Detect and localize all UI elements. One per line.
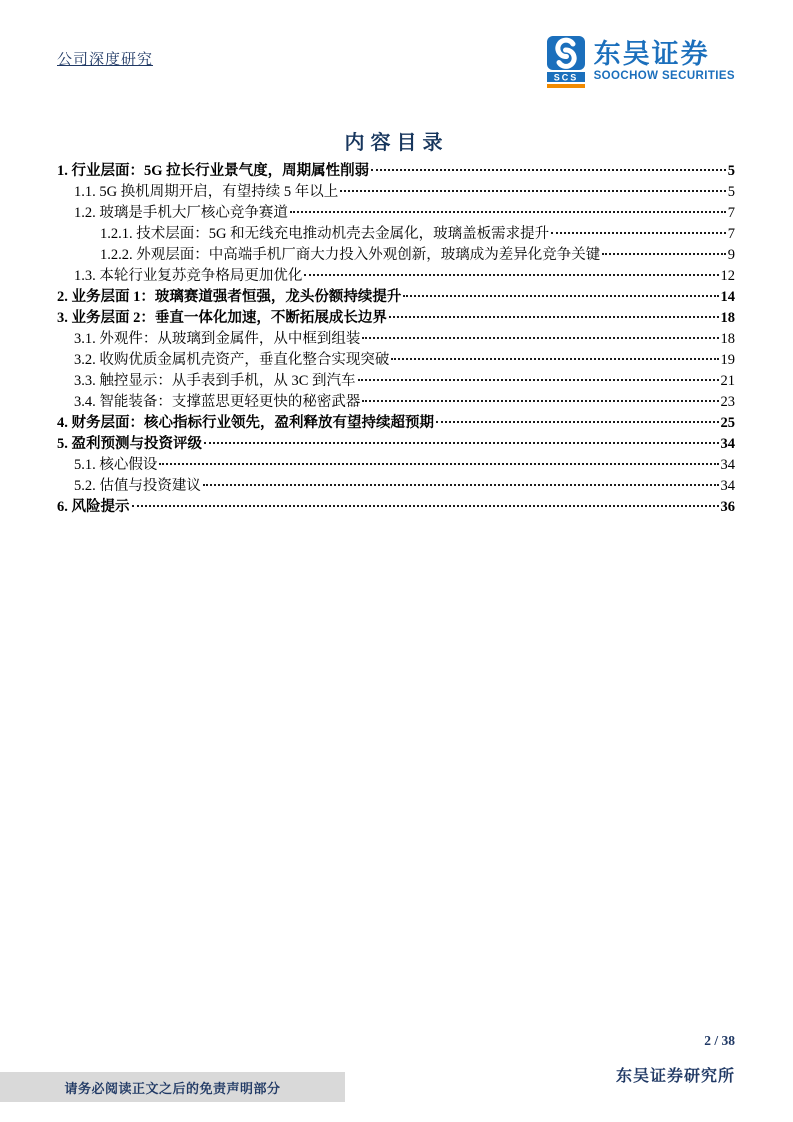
toc-entry-label: 1.3. 本轮行业复苏竞争格局更加优化 [74, 268, 303, 284]
soochow-logo-icon [547, 36, 585, 88]
toc-entry-page: 5 [727, 184, 735, 200]
dot-leader [362, 337, 718, 339]
toc-entry-page: 34 [720, 478, 735, 494]
toc-entry[interactable] [57, 476, 735, 497]
toc-title: 内容目录 [344, 132, 449, 154]
disclaimer-bar [0, 1072, 345, 1102]
toc-entry-label: 1.1. 5G 换机周期开启，有望持续 5 年以上 [74, 184, 339, 200]
toc-entry[interactable] [57, 203, 735, 224]
toc-entry-page: 34 [720, 436, 735, 452]
dot-leader [551, 232, 726, 234]
toc-entry[interactable] [57, 182, 735, 203]
toc-entry-label: 3. 业务层面 2：垂直一体化加速，不断拓展成长边界 [57, 310, 387, 326]
toc-entry-page: 5 [727, 163, 735, 179]
dot-leader [362, 400, 718, 402]
toc-entry-page: 34 [720, 457, 735, 473]
toc-entry[interactable] [57, 287, 735, 308]
toc-entry[interactable] [57, 350, 735, 371]
toc-entry-label: 5.2. 估值与投资建议 [74, 478, 201, 494]
dot-leader [436, 421, 719, 423]
toc-entry[interactable] [57, 161, 735, 182]
toc-entry-label: 2. 业务层面 1：玻璃赛道强者恒强，龙头份额持续提升 [57, 289, 402, 305]
toc-entry[interactable] [57, 329, 735, 350]
toc-entry-page: 25 [720, 415, 735, 431]
brand-logo [547, 36, 735, 88]
toc-entry-page: 36 [720, 499, 735, 515]
toc-entry-page: 21 [720, 373, 735, 389]
toc-entry[interactable] [57, 455, 735, 476]
research-institute-label: 东吴证券研究所 [615, 1068, 735, 1085]
brand-text [594, 36, 735, 83]
toc-entry-label: 1.2.2. 外观层面：中高端手机厂商大力投入外观创新，玻璃成为差异化竞争关键 [100, 247, 601, 263]
dot-leader [371, 169, 726, 171]
dot-leader [358, 379, 719, 381]
toc-entry-page: 18 [720, 331, 735, 347]
toc-entry-page: 7 [727, 205, 735, 221]
disclaimer-text: 请务必阅读正文之后的免责声明部分 [64, 1080, 281, 1096]
dot-leader [203, 484, 719, 486]
toc-entry[interactable] [57, 266, 735, 287]
toc-entry[interactable] [57, 392, 735, 413]
dot-leader [391, 358, 718, 360]
toc-entry-page: 14 [720, 289, 735, 305]
toc-entry-label: 1.2. 玻璃是手机大厂核心竞争赛道 [74, 205, 288, 221]
table-of-contents [57, 161, 735, 518]
toc-entry-page: 18 [720, 310, 735, 326]
toc-entry-page: 23 [720, 394, 735, 410]
toc-entry[interactable] [57, 413, 735, 434]
toc-entry-label: 3.1. 外观件：从玻璃到金属件，从中框到组装 [74, 331, 361, 347]
toc-entry-page: 9 [727, 247, 735, 263]
dot-leader [389, 316, 719, 318]
toc-entry-label: 1. 行业层面：5G 拉长行业景气度，周期属性削弱 [57, 163, 370, 179]
toc-entry[interactable] [57, 434, 735, 455]
report-type-label: 公司深度研究 [57, 52, 154, 68]
toc-entry-label: 1.2.1. 技术层面：5G 和无线充电推动机壳去金属化，玻璃盖板需求提升 [100, 226, 550, 242]
dot-leader [204, 442, 719, 444]
dot-leader [132, 505, 719, 507]
toc-entry-label: 3.2. 收购优质金属机壳资产，垂直化整合实现突破 [74, 352, 390, 368]
page-number: 2 / 38 [704, 1033, 735, 1048]
brand-name-cn: 东吴证券 [593, 39, 710, 69]
brand-name-en: SOOCHOW SECURITIES [593, 70, 735, 82]
dot-leader [304, 274, 718, 276]
toc-entry-label: 3.4. 智能装备：支撑蓝思更轻更快的秘密武器 [74, 394, 361, 410]
dot-leader [340, 190, 726, 192]
toc-entry-label: 3.3. 触控显示：从手表到手机，从 3C 到汽车 [74, 373, 356, 389]
toc-entry[interactable] [57, 497, 735, 518]
dot-leader [602, 253, 726, 255]
toc-entry[interactable] [57, 308, 735, 329]
toc-entry-label: 5. 盈利预测与投资评级 [57, 436, 202, 452]
dot-leader [290, 211, 726, 213]
toc-entry-label: 6. 风险提示 [57, 499, 130, 515]
dot-leader [403, 295, 718, 297]
svg-text:SCS: SCS [553, 72, 578, 83]
toc-entry-page: 7 [727, 226, 735, 242]
toc-entry-label: 4. 财务层面：核心指标行业领先，盈利释放有望持续超预期 [57, 415, 434, 431]
dot-leader [159, 463, 718, 465]
toc-entry-page: 12 [720, 268, 735, 284]
toc-entry-label: 5.1. 核心假设 [74, 457, 158, 473]
toc-entry[interactable] [57, 245, 735, 266]
toc-entry[interactable] [57, 224, 735, 245]
toc-entry[interactable] [57, 371, 735, 392]
toc-entry-page: 19 [720, 352, 735, 368]
